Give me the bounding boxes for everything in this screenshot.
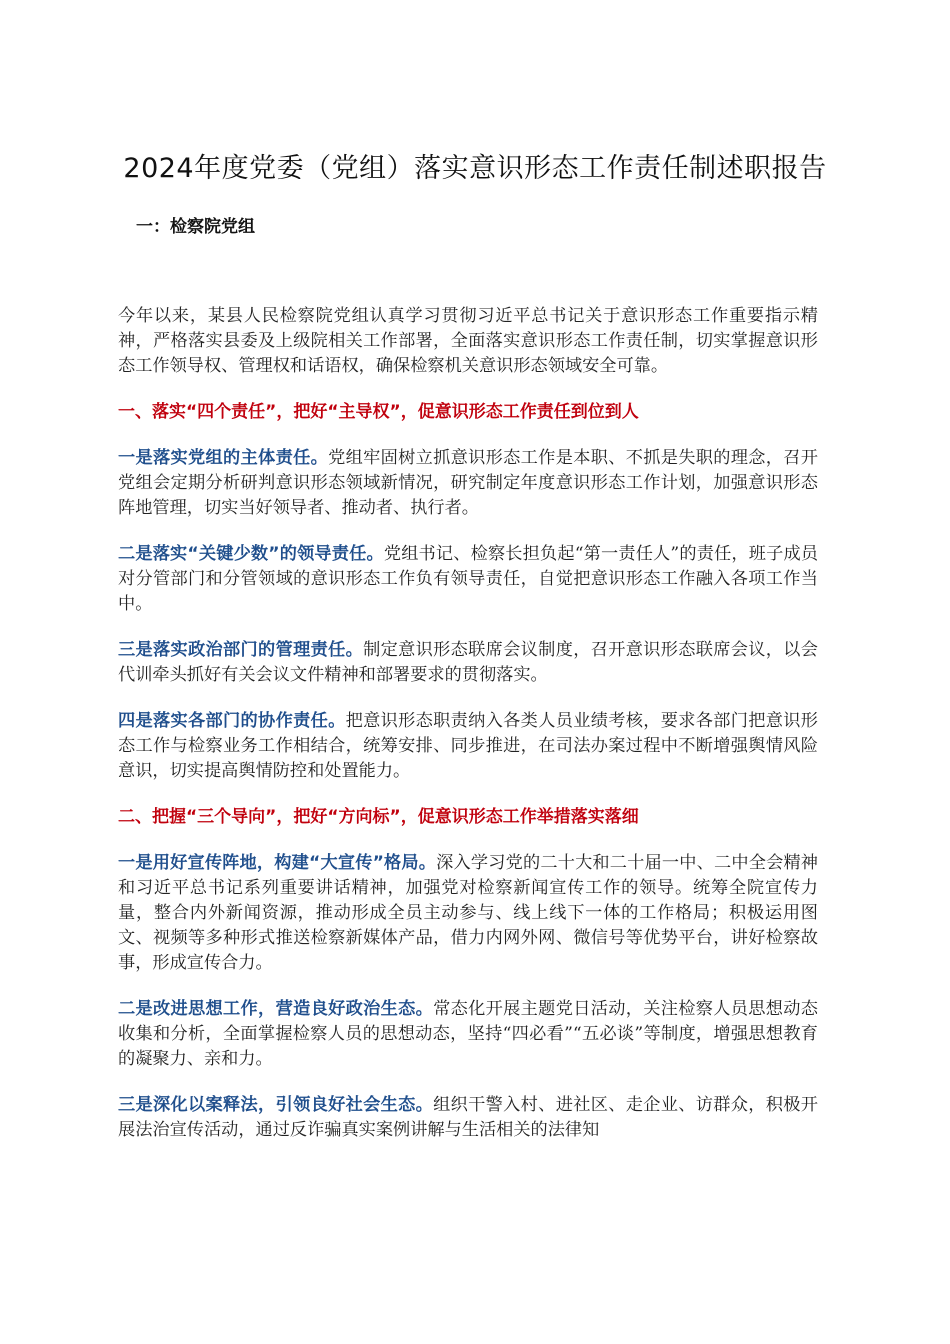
section1-item [118, 709, 818, 784]
intro-paragraph: 今年以来，某县人民检察院党组认真学习贯彻习近平总书记关于意识形态工作重要指示精神，严格落实县委及上级院相关工作部署，全面落实意识形态工作责任制，切实掌握意识形态工作领导权、管理权和话语权，确保检察机关意识形态领域安全可靠。 [118, 306, 818, 376]
document-title: 2024年度党委（党组）落实意识形态工作责任制述职报告 [123, 153, 827, 184]
section1-heading: 一、落实“四个责任”，把好“主导权”，促意识形态工作责任到位到人 [118, 402, 639, 422]
item-lead: 四是落实各部门的协作责任。 [118, 711, 346, 731]
item-lead: 三是落实政治部门的管理责任。 [118, 640, 364, 660]
item-text: 组织干警入村、进社区、走企业、访群众，积极开展法治宣传活动，通过反诈骗真实案例讲解与生活相关的法律知 [118, 1095, 818, 1140]
item-text: 党组牢固树立抓意识形态工作是本职、不抓是失职的理念，召开党组会定期分析研判意识形态领域新情况，研究制定年度意识形态工作计划，加强意识形态阵地管理，切实当好领导者、推动者、执行者。 [118, 448, 818, 518]
item-text: 常态化开展主题党日活动，关注检察人员思想动态收集和分析，全面掌握检察人员的思想动态，坚持“四必看”“五必谈”等制度，增强思想教育的凝聚力、亲和力。 [118, 999, 818, 1069]
section1-item [118, 638, 818, 688]
item-lead: 二是改进思想工作，营造良好政治生态。 [118, 999, 434, 1019]
section2-item [118, 997, 818, 1072]
section1-item [118, 542, 818, 617]
item-lead: 一是用好宣传阵地，构建“大宣传”格局。 [118, 853, 437, 873]
item-text: 党组书记、检察长担负起“第一责任人”的责任，班子成员对分管部门和分管领域的意识形态工作负有领导责任，自觉把意识形态工作融入各项工作当中。 [118, 544, 819, 614]
document-body [118, 304, 818, 1164]
item-text: 制定意识形态联席会议制度，召开意识形态联席会议，以会代训牵头抓好有关会议文件精神和部署要求的贯彻落实。 [118, 640, 818, 685]
item-lead: 一是落实党组的主体责任。 [118, 448, 329, 468]
document-subtitle: 一：检察院党组 [136, 217, 255, 237]
section2-heading: 二、把握“三个导向”，把好“方向标”，促意识形态工作举措落实落细 [118, 807, 639, 827]
item-lead: 二是落实“关键少数”的领导责任。 [118, 544, 384, 564]
section2-item [118, 1093, 818, 1143]
item-text: 深入学习党的二十大和二十届一中、二中全会精神和习近平总书记系列重要讲话精神，加强党对检察新闻宣传工作的领导。统筹全院宣传力量，整合内外新闻资源，推动形成全员主动参与、线上线下一体的工作格局；积极运用图文、视频等多种形式推送检察新媒体产品，借力内网外网、微信号等优势平台，讲好检察故事，形成宣传合力。 [118, 853, 818, 973]
item-text: 把意识形态职责纳入各类人员业绩考核，要求各部门把意识形态工作与检察业务工作相结合，统筹安排、同步推进，在司法办案过程中不断增强舆情风险意识，切实提高舆情防控和处置能力。 [118, 711, 818, 781]
section2-item [118, 851, 818, 976]
section1-item [118, 446, 818, 521]
item-lead: 三是深化以案释法，引领良好社会生态。 [118, 1095, 434, 1115]
